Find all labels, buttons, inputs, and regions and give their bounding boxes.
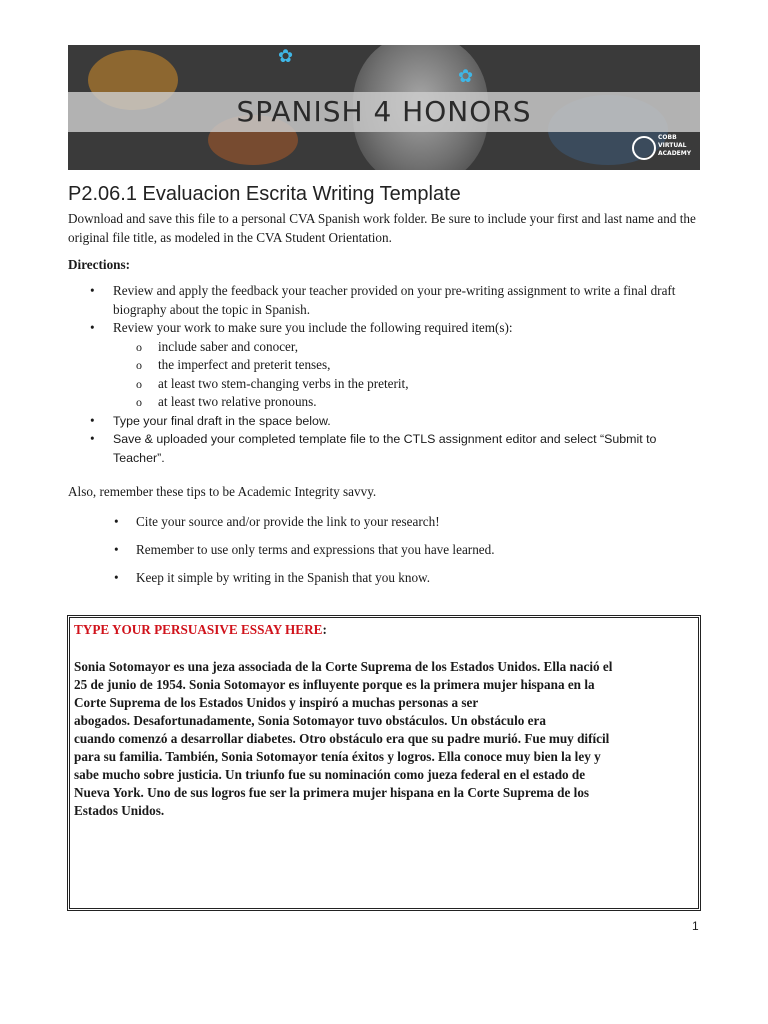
essay-prompt-colon: :	[322, 622, 327, 637]
list-item-text: Type your final draft in the space below.	[113, 413, 331, 428]
directions-list	[68, 282, 700, 467]
flower-icon: ✿	[278, 46, 294, 66]
sub-list-item: o at least two stem-changing verbs in the preterit,	[113, 375, 700, 394]
tip-item: • Keep it simple by writing in the Spanish that you know.	[68, 568, 700, 596]
essay-line: cuando comenzó a desarrollar diabetes. Otro obstáculo era que su padre murió. Fue muy difícil	[74, 731, 610, 746]
essay-body[interactable]	[74, 658, 696, 820]
directions-heading: Directions:	[68, 257, 131, 272]
list-item-text: Review and apply the feedback your teacher provided on your pre-writing assignment to write a final draft biography about the topic in Spanish.	[113, 283, 676, 317]
list-item-text: Review your work to make sure you include the following required item(s):	[113, 320, 513, 335]
list-item	[68, 282, 700, 319]
tips-list	[68, 512, 700, 596]
essay-line: Sonia Sotomayor es una jeza associada de la Corte Suprema de los Estados Unidos. Ella nació el	[74, 659, 613, 674]
essay-text-area[interactable]	[67, 615, 701, 911]
essay-prompt-label	[74, 622, 327, 638]
essay-line: Nueva York. Uno de sus logros fue ser la primera mujer hispana en la Corte Suprema de los	[74, 785, 590, 800]
school-logo	[632, 134, 690, 164]
banner-title: SPANISH 4 HONORS	[236, 95, 532, 128]
essay-prompt-text: TYPE YOUR PERSUASIVE ESSAY HERE	[74, 622, 323, 637]
page-number: 1	[692, 919, 699, 933]
sub-list-item: o include saber and conocer,	[113, 338, 700, 357]
list-item	[68, 412, 700, 431]
essay-line: abogados. Desafortunadamente, Sonia Sotomayor tuvo obstáculos. Un obstáculo era	[74, 713, 546, 728]
essay-line: Corte Suprema de los Estados Unidos y inspiró a muchas personas a ser	[74, 695, 479, 710]
sub-list-item: o the imperfect and preterit tenses,	[113, 356, 700, 375]
sub-list-item: o at least two relative pronouns.	[113, 393, 700, 412]
integrity-tips-intro: Also, remember these tips to be Academic Integrity savvy.	[68, 484, 377, 499]
logo-icon	[632, 136, 656, 160]
essay-line: sabe mucho sobre justicia. Un triunfo fue su nominación como jueza federal en el estado de	[74, 767, 586, 782]
header-banner	[68, 45, 700, 170]
flower-icon: ✿	[458, 66, 474, 86]
list-item-text: Save & uploaded your completed template file to the CTLS assignment editor and select “Submit to Teacher”.	[113, 432, 657, 465]
list-item	[68, 319, 700, 412]
intro-paragraph: Download and save this file to a personal CVA Spanish work folder. Be sure to include your first and last name and the original file title, as modeled in the CVA Student Orientation.	[68, 211, 696, 245]
tip-item: • Remember to use only terms and expressions that you have learned.	[68, 540, 700, 568]
tip-item: • Cite your source and/or provide the link to your research!	[68, 512, 700, 540]
page-title: P2.06.1 Evaluacion Escrita Writing Template	[68, 183, 461, 205]
essay-line: para su familia. También, Sonia Sotomayor tenía éxitos y logros. Ella conoce muy bien la ley y	[74, 749, 601, 764]
essay-line: Estados Unidos.	[74, 803, 165, 818]
essay-line: 25 de junio de 1954. Sonia Sotomayor es influyente porque es la primera mujer hispana en la	[74, 677, 595, 692]
required-items-list	[113, 338, 700, 412]
logo-text: COBB VIRTUAL ACADEMY	[658, 134, 692, 157]
list-item	[68, 430, 700, 467]
